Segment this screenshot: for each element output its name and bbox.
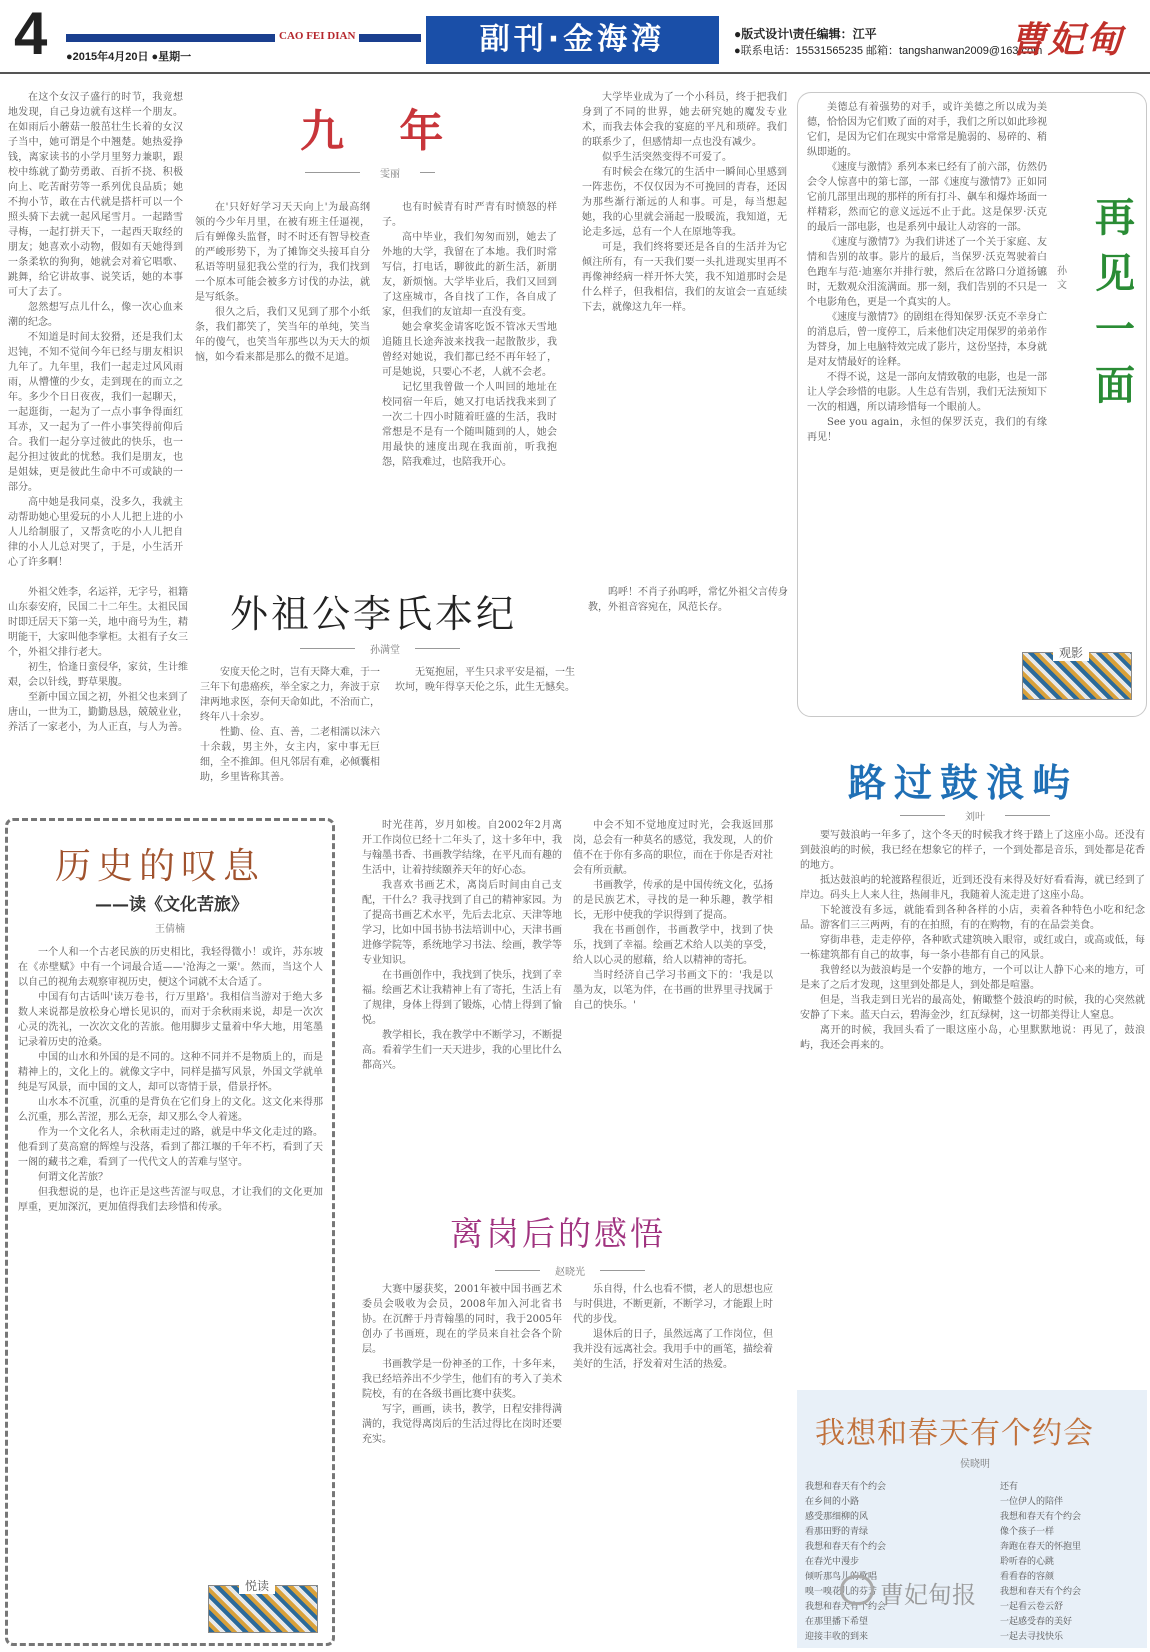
article-body-jiunian-col1 [8,90,183,570]
article-body-farewell [807,100,1047,700]
byline-retire: 赵晓光 [540,1263,600,1278]
paragraph: 记忆里我曾做一个人叫回的地址在校同宿一年后，她又打电话找我来到了一次二十四小时随着旺盛的生活，我时常想是不是有一个随叫随到的人，她会用最快的速度出现在我面前，听我抱怨，陪我难过，也陪我开心。 [382,382,557,468]
paragraph: 美德总有着强势的对手，或许美德之所以成为美德，恰恰因为它们败了面的对手，我们之所以如此珍视它们，是因为它们在现实中常常是脆弱的、易碎的、稍纵即逝的。 [807,102,1047,158]
poem-left [805,1480,945,1645]
article-body-retire-col4 [573,1282,773,1647]
paragraph: 可是，我们终将要还是各自的生活并为它倾注所有，有一天我们要一头扎进现实里再不再像神经病一样开怀大笑，我不知道那时会是什么样子，但我相信，我们的友谊会一直延续下去，就像这九年一样。 [582,242,787,313]
tag-film-review [1022,646,1132,700]
article-title-gulangyu: 路过鼓浪屿 [848,761,1079,805]
paragraph: 离开的时候，我回头看了一眼这座小岛，心里默默地说：再见了，鼓浪屿，我还会再来的。 [800,1025,1145,1051]
article-title-jiunian: 九 年 [300,106,464,157]
paragraph: 抵达鼓浪屿的轮渡路程很近，近到还没有来得及好好看看海，就已经到了岸边。码头上人来人往，热闹非凡，我随着人流走进了这座小岛。 [800,875,1145,901]
paragraph: 似乎生活突然变得不可爱了。 [602,152,732,163]
poem-line: 看那田野的青绿 [805,1527,869,1537]
article-body-sigh [18,945,323,1570]
paragraph: 时光荏苒，岁月如梭。自2002年2月离开工作岗位已经十二年头了，这十多年中，我与翰墨书香、书画教学结缘，在平凡而有趣的生活中，让着持续颐养天年的好心态。 [362,820,562,876]
paragraph: 一个人和一个古老民族的历史相比，我轻得微小！或许，苏东坡在《赤壁赋》中有一个词最合适——'沧海之一粟'。然而，当这个人以自己的视角去观察审视历史，便这个词就不太合适了。 [18,947,323,988]
paragraph: 教学相长，我在教学中不断学习，不断提高。看着学生们一天天进步，我的心里比什么都高兴。 [362,1030,562,1071]
paragraph: 很久之后，我们又见到了那个小纸条，我们都笑了，笑当年的单纯，笑当年的傻气，也笑当年那些以为天大的烦恼，如今看来都是那么的微不足道。 [195,307,370,363]
paragraph: 高中她是我同桌，没多久，我就主动帮助她心里爱玩的小人儿把上进的小人儿给制服了，又帮贪吃的小人儿把自律的小人儿总对哭了，于是，小生活开心了许多啊！ [8,497,183,568]
article-body-grandpa-col4 [588,585,788,795]
byline-sigh: 王倩楠 [155,924,185,935]
wechat-icon [840,1575,874,1605]
poem-line: 感受那细柳的风 [805,1512,869,1522]
article-body-jiunian-col4 [582,90,787,570]
paragraph: 当时经济自己学习书画文下的：'我是以墨为友，以笔为伴，在书画的世界里寻找属于自己的快乐。' [573,970,773,1011]
article-body-retire-col1 [362,818,562,1208]
paragraph: 穿街串巷，走走停停，各种欧式建筑映入眼帘，或红或白，或高或低，每一栋建筑都有自己的故事，每一条小巷都有自己的风景。 [800,935,1145,961]
byline-spring: 侯晓明 [960,1459,990,1470]
poem-line: 迎接丰收的到来 [805,1632,869,1642]
paper-name-en: CAO FEI DIAN [275,30,359,42]
paragraph: 在书画创作中，我找到了快乐，找到了幸福。绘画艺术让我精神上有了寄托，生活上有了规律，身体上得到了锻炼，心情上得到了愉悦。 [362,970,562,1026]
paragraph: 《速度与激情》系列本来已经有了前六部，仿然仍会令人惊喜中的第七部，一部《速度与激情7》正如同它前几部里出现的那样的所有打斗、飙车和爆炸场面一样精彩，然而它的意义远远不止于此。这是保罗·沃克的最后一部电影，也是系列中最让人动容的一部。 [807,162,1047,233]
paragraph: 我曾经以为鼓浪屿是一个安静的地方，一个可以让人静下心来的地方，可是来了之后才发现，这里到处都是人，到处都是喧嚣。 [800,965,1145,991]
poem-line: 一起去寻找快乐 [1000,1632,1064,1642]
masthead [0,0,1150,74]
article-title-sigh: 历史的叹息 [55,846,266,887]
section-title: 副刊·金海湾 [426,16,719,64]
poem-line: 倾听那鸟儿的歌唱 [805,1572,878,1582]
watermark: 曹妃甸报 [880,1581,976,1609]
paragraph: 她会拿奖金请客吃饭不管冰天雪地追随且长途奔波来找我一起散散步，我曾经对她说，我们都已经不再年轻了，可是她说，只要心不老，人就不会老。 [382,322,557,378]
article-body-gulangyu [800,828,1145,1368]
paragraph: 初生，恰逢日蛮侵华，家贫，生计维艰，会以针线，野草果腹。 [8,662,188,688]
article-body-retire-col2 [573,818,773,1208]
brand-logo: 曹妃甸 [1010,19,1125,61]
byline-grandpa: 孙满堂 [355,641,415,656]
poem-line: 一起看云卷云舒 [1000,1602,1064,1612]
byline-jiunian: 雯丽 [360,165,420,180]
poem-line: 像个孩子一样 [1000,1527,1055,1537]
article-title-retire: 离岗后的感悟 [450,1214,666,1253]
paragraph: 写字，画画，读书，教学，日程安排得满满的，我觉得离岗后的生活过得比在岗时还要充实。 [362,1404,562,1445]
paragraph: 高中毕业，我们匆匆而别，她去了外地的大学，我留在了本地。我们时常写信，打电话，聊彼此的新生活，新朋友，新烦恼。大学毕业后，我们又回到了这座城市，各自找了工作，各自成了家，但我们的友谊却一直没有变。 [382,232,557,318]
poem-line: 看看春的容颜 [1000,1572,1055,1582]
paragraph: 也有时候青有时严青有时愤怒的样子。 [382,202,557,228]
paragraph: 《速度与激情7》的剧组在得知保罗·沃克不幸身亡的消息后，曾一度停工，后来他们决定用保罗的弟弟作为替身，加上电脑特效完成了影片，这份坚持，本身就是对友情最好的诠释。 [807,312,1047,368]
article-title-grandpa: 外祖公李氏本纪 [230,592,518,636]
article-body-grandpa-col3 [395,665,575,795]
paragraph: 至新中国立国之初，外祖父也来到了唐山，一世为工，勤勤恳恳，兢兢业业，养活了一家老小，为人正直，与人为善。 [8,692,188,733]
paragraph: 大赛中屡获奖，2001年被中国书画艺术委员会吸收为会员，2008年加入河北省书协。在沉醉于丹青翰墨的同时，我于2005年创办了书画班，现在的学员来自社会各个阶层。 [362,1284,562,1355]
credits [734,26,1042,60]
paragraph: 山水本不沉重，沉重的是背负在它们身上的文化。这文化来得那么沉重，那么苦涩，那么无奈，却又那么令人着迷。 [18,1097,323,1123]
paragraph: 但我想说的是，也许正是这些苦涩与叹息，才让我们的文化更加厚重，更加深沉，更加值得我们去珍惜和传承。 [18,1187,323,1213]
paragraph: 中国有句古话叫'读万卷书，行万里路'。我相信当游对于绝大多数人来说都是放松身心增长见识的，而对于余秋雨来说，却是一次次心灵的洗礼，一次次文化的苦旅。他用脚步丈量着中华大地，用笔墨记录着历史的沧桑。 [18,992,323,1048]
poem-right [1000,1480,1140,1645]
article-body-grandpa-col1 [8,585,188,795]
article-body-retire-col3 [362,1282,562,1647]
byline-gulangyu: 刘叶 [945,808,1005,823]
tag-label: 观影 [1053,644,1089,661]
paragraph: 大学毕业成为了一个小科员，终于把我们身到了不同的世界，她去研究她的魔发专业术，而我去体会我的宴庭的平凡和琐碎。我们的联系少了，但感情却一点也没有减少。 [582,92,787,148]
article-title-spring: 我想和春天有个约会 [815,1416,1094,1451]
poem-line: 在那里播下希望 [805,1617,869,1627]
paragraph: 《速度与激情7》为我们讲述了一个关于家庭、友情和告别的故事。影片的最后，当保罗·沃克驾驶着白色跑车与范·迪塞尔并排行驶，然后在岔路口分道扬镳时，无数观众泪流满面。那一刻，我们告别的不只是一个电影角色，更是一个真实的人。 [807,237,1047,308]
paragraph: 性勤、俭、直、善，二老相濡以沫六十余载，男主外，女主内，家中事无巨细，全不推卸。但凡邻居有难，必倾囊相助，乡里皆称其善。 [200,727,380,783]
poem-line: 奔跑在春天的怀抱里 [1000,1542,1082,1552]
poem-line: 在乡间的小路 [805,1497,860,1507]
date-bar [66,34,421,42]
paragraph: See you again，永恒的保罗沃克，我们的有缘再见！ [807,417,1047,443]
paragraph: 书画教学，传承的是中国传统文化，弘扬的是民族艺术，寻找的是一种乐趣，教学相长，无形中使我的学识得到了提高。 [573,880,773,921]
poem-line: 嗅一嗅花儿的芬芳 [805,1587,878,1597]
poem-line: 聆听春的心跳 [1000,1557,1055,1567]
article-body-jiunian-col2 [195,200,370,570]
tag-reading [208,1579,318,1633]
paragraph: 何谓文化苦旅？ [38,1172,108,1183]
paragraph: 呜呼！不肖子孙呜呼，常忆外祖父言传身教，外祖音容宛在，风范长存。 [588,587,788,613]
article-body-grandpa-col2 [200,665,380,795]
editor-credit: ●版式设计\责任编辑：江平 [734,27,877,41]
poem-line: 还有 [1000,1482,1019,1492]
byline-farewell: 孙文 [1057,266,1067,291]
paragraph: 无冤抱屈，平生只求平安是福，一生坎坷，晚年得享天伦之乐，此生无憾矣。 [395,667,575,693]
contact-info: ●联系电话：15531565235 邮箱：tangshanwan2009@163.com [734,45,1043,57]
paragraph: 中会不知不觉地度过时光，会我返回那岗，总会有一种莫名的感觉，我发现，人的价值不在于你有多高的职位，而在于你是否对社会有所贡献。 [573,820,773,876]
paragraph: 忽然想写点儿什么，像一次心血来潮的纪念。 [8,302,183,328]
article-subtitle-sigh: ——读《文化苦旅》 [95,895,248,915]
page-number: 4 [14,0,48,67]
poem-line: 我想和春天有个约会 [805,1542,887,1552]
issue-date: ●2015年4月20日 ●星期一 [66,51,192,63]
paragraph: 不知道是时间太狡猾，还是我们太迟钝，不知不觉间今年已经与朋友相识九年了。九年里，我们一起走过风风雨雨，从懵懂的少女，走到现在的而立之年。多少个日日夜夜，我们一起聊天，一起逛街，一起为了一点小事争得面红耳赤，又一起为了一件小事笑得前仰后合。我们一起分享过彼此的快乐，也一起分担过彼此的忧愁。我们是朋友，也是姐妹，更是彼此生命中不可或缺的一部分。 [8,332,183,493]
poem-line: 我想和春天有个约会 [1000,1512,1082,1522]
paragraph: 书画教学是一份神圣的工作，十多年来，我已经培养出不少学生，他们有的考入了美术院校，有的在各级书画比赛中获奖。 [362,1359,562,1400]
poem-line: 一位伊人的陪伴 [1000,1497,1064,1507]
poem-line: 在春光中漫步 [805,1557,860,1567]
paragraph: 要写鼓浪屿一年多了，这个冬天的时候我才终于踏上了这座小岛。还没有到鼓浪屿的时候，我已经在想象它的样子，一个到处都是音乐，到处都是花香的地方。 [800,830,1145,871]
paragraph: 中国的山水和外国的是不同的。这种不同并不是物质上的，而是精神上的，文化上的。就像文字中，同样是描写风景，外国文学就单纯是写风景，而中国的文人，却可以寄情于景，借景抒怀。 [18,1052,323,1093]
poem-line: 我想和春天有个约会 [805,1602,887,1612]
paragraph: 不得不说，这是一部向友情致敬的电影，也是一部让人学会珍惜的电影。人生总有告别，我们无法预知下一次的相遇，所以请珍惜每一个眼前人。 [807,372,1047,413]
paragraph: 安度天伦之时，岂有天降大难，于一三年下旬患癌疾，举全家之力，奔波于京津两地求医，奈何天命如此，不治而亡，终年八十余岁。 [200,667,380,723]
tag-label: 悦读 [239,1577,275,1594]
article-body-jiunian-col3 [382,200,557,570]
paragraph: 在'只好好学习天天向上'为最高纲领的今少年月里，在被有班主任逼视，后有蝉像头监督，时不时还有智导校查的严峻形势下，为了摊饰交头接耳自分私语等明显犯我公堂的行为，我们找到一个原本可能会被多方讨伐的办法，就是写纸条。 [195,202,370,303]
article-title-farewell: 再见一面 [1095,195,1135,409]
poem-line: 一起感受春的美好 [1000,1617,1073,1627]
paragraph: 作为一个文化名人，余秋雨走过的路，就是中华文化走过的路。他看到了莫高窟的辉煌与没落，看到了都江堰的千年不朽，看到了天一阁的藏书之难，看到了一代代文人的苦难与坚守。 [18,1127,323,1168]
paragraph: 但是，当我走到日光岩的最高处，俯瞰整个鼓浪屿的时候，我的心突然就安静了下来。蓝天白云，碧海金沙，红瓦绿树，这一切都美得让人窒息。 [800,995,1145,1021]
paragraph: 有时候会在缘冗的生活中一瞬间心里感到一阵悲伤，不仅仅因为不可挽回的青春，还因为那些渐行渐远的人和事。可是，每当想起她，我的心里就会涌起一股暖流，我知道，无论走多远，总有一个人在原地等我。 [582,167,787,238]
paragraph: 外祖父姓李，名运祥，无字号，祖籍山东泰安府，民国二十二年生。太祖民国时即迁居天下第一关，地中商号为生，精明能干，大家叫他李掌柜。太祖有子女三个，外祖父排行老大。 [8,587,188,658]
paragraph: 在这个女汉子盛行的时节，我竟想地发现，自己身边就有这样一个朋友。在如雨后小蘑菇一般茁壮生长着的女汉子当中，她可谓是个中翘楚。她热爱挣钱，离家读书的小学月里努力兼职，跟校中练就了勤劳勇敢、百折不挠、积极向上、吃苦耐劳等一系列优良品质；她不拘小节，敢在古代就是搭杆可以一个照头骑下去就一起风尾雪月。一起踏雪寻梅，一起打拼天下，一起西天取经的朋友；她喜欢小动物，假如有天她得到一条柔软的狗狗，她就会对着它唱歌、跳舞，给它讲故事、说笑话，她的本事可大了去了。 [8,92,183,298]
paragraph: 下轮渡没有多远，就能看到各种各样的小店，卖着各种特色小吃和纪念品。游客们三三两两，有的在拍照，有的在购物，有的在品尝美食。 [800,905,1145,931]
poem-line: 我想和春天有个约会 [1000,1587,1082,1597]
poem-line: 我想和春天有个约会 [805,1482,887,1492]
paragraph: 乐自得，什么也看不惯，老人的思想也应与时俱进，不断更新，不断学习，才能跟上时代的步伐。 [573,1284,773,1325]
paragraph: 退休后的日子，虽然远离了工作岗位，但我并没有远离社会。我用手中的画笔，描绘着美好的生活，抒发着对生活的热爱。 [573,1329,773,1370]
paragraph: 我在书画创作，书画教学中，找到了快乐，找到了幸福。绘画艺术给人以美的享受，给人以心灵的慰藉，给人以精神的寄托。 [573,925,773,966]
paragraph: 我喜欢书画艺术，离岗后时间由自己支配，干什么？我寻找到了自己的精神家园。为了提高书画艺术水平，先后去北京、天津等地学习，比如中国书协书法培训中心，天津书画进修学院等，系统地学习书法、绘画，教学等专业知识。 [362,880,562,966]
